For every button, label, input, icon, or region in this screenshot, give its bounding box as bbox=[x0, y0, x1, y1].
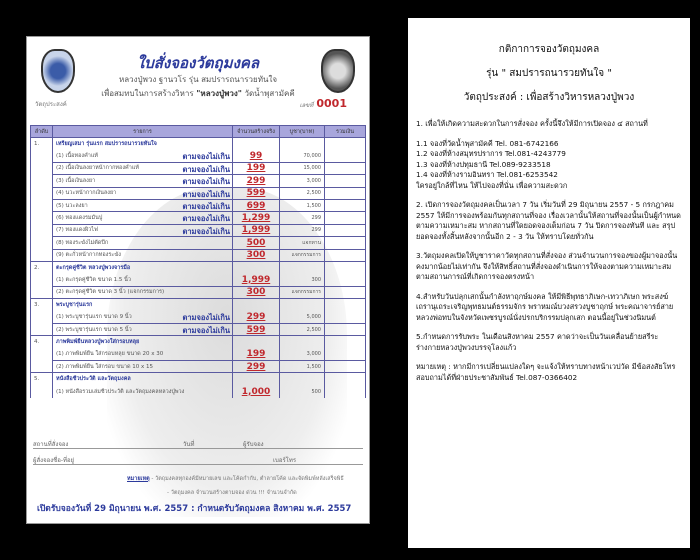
item-cell bbox=[53, 249, 233, 261]
group-row bbox=[31, 336, 366, 348]
item-qty: 500 bbox=[233, 237, 280, 249]
cell bbox=[31, 323, 53, 335]
cell bbox=[31, 150, 53, 162]
item-price: 1,500 bbox=[280, 361, 325, 373]
rules-remark: หมายเหตุ : หากมีการเปลี่ยนแปลงใดๆ จะแจ้งให้ทราบทางหน้าเวปวัด มีข้อสงสัยโทรสอบถามได้ที่ฝ่ายประชาสัมพันธ์ Tel.087-0366402 bbox=[416, 362, 676, 382]
group-row bbox=[31, 299, 366, 311]
item-price: 70,000 bbox=[280, 150, 325, 162]
location-item: 1.3 จองที่ห้างปทุมธานี Tel.089-9233518 bbox=[416, 159, 551, 169]
group-row bbox=[31, 138, 366, 150]
table-row bbox=[31, 224, 366, 236]
table-row bbox=[31, 249, 366, 261]
item-price: แจกทาน bbox=[280, 237, 325, 249]
form-note-2: - วัตถุมงคล จำนวนสร้างตามจอง ด่วน !!! จำนวนจำกัด bbox=[167, 490, 297, 496]
item-price: 2,500 bbox=[280, 187, 325, 199]
cell bbox=[31, 175, 53, 187]
table-row bbox=[31, 361, 366, 373]
item-name: (4) นวะหน้ากากเงินลงยา bbox=[56, 190, 117, 197]
table-row bbox=[31, 175, 366, 187]
item-total[interactable] bbox=[325, 361, 366, 373]
locations bbox=[416, 139, 682, 192]
item-total[interactable] bbox=[325, 311, 366, 323]
cell bbox=[31, 274, 53, 286]
item-cell bbox=[53, 311, 233, 323]
table-row bbox=[31, 187, 366, 199]
item-cell bbox=[53, 212, 233, 224]
item-cell bbox=[53, 348, 233, 360]
cell bbox=[280, 261, 325, 273]
item-qty: 699 bbox=[233, 199, 280, 211]
cell bbox=[31, 162, 53, 174]
item-name: (7) ทองแดงผิวไฟ bbox=[56, 227, 98, 234]
field-label: ผู้สั่งจองชื่อ-ที่อยู่ bbox=[33, 457, 75, 464]
item-qty: 1,999 bbox=[233, 224, 280, 236]
item-qty: 299 bbox=[233, 361, 280, 373]
item-price: 3,000 bbox=[280, 348, 325, 360]
field-label: วันที่ bbox=[183, 441, 195, 448]
item-price: 15,000 bbox=[280, 162, 325, 174]
cell bbox=[280, 299, 325, 311]
item-total[interactable] bbox=[325, 187, 366, 199]
near-text: ใครอยู่ใกล้ที่ไหน ให้ไปจองที่นั่น เพื่อความสะดวก bbox=[416, 180, 568, 190]
item-total[interactable] bbox=[325, 212, 366, 224]
subtitle-post: วัดน้ำพุสามัคคี bbox=[244, 89, 295, 98]
row-number: 3. bbox=[31, 299, 53, 311]
limit-label: ตามจองไม่เกิน bbox=[182, 164, 230, 174]
form-subtitle: หลวงปู่พวง ฐานวโร รุ่น สมปรารถนารวยทันใจ bbox=[118, 75, 278, 84]
item-name: (2) ภาพพิมพ์ยืน ใส่กรอบ ขนาด 10 x 15 bbox=[56, 363, 154, 370]
rule-5: 5.กำหนดการรับพระ ในเดือนสิงหาคม 2557 คาดว่าจะเป็นวันเคลื่อนย้ายสรีระร่างกายหลวงปู่พวงบรรจุโลงแก้ว bbox=[416, 332, 659, 352]
item-price: แจกกรรมการ bbox=[280, 286, 325, 298]
row-number: 1. bbox=[31, 138, 53, 150]
rule-2: 2. เปิดการจองวัตถุมงคลเป็นเวลา 7 วัน เริ่มวันที่ 29 มิถุนายน 2557 - 5 กรกฎาคม 2557 ให้มีการจองพร้อมกันทุกสถานที่จอง เรื่องเวลานั้นให้สถานที่จองนั้นเป็นผู้กำหนดตามความเหมาะสม หากสถานที่ใดยอดจองเต็มก่อน 7 วัน ปิดการจองทันที และ สรุปยอดจองทั้งสิ้นหลังจากนั้นอีก 2 - 3 วัน ให้ทราบโดยทั่วกัน bbox=[416, 200, 681, 241]
cell bbox=[31, 212, 53, 224]
item-cell bbox=[53, 286, 233, 298]
item-cell bbox=[53, 323, 233, 335]
cell bbox=[325, 299, 366, 311]
field-label: สถานที่สั่งจอง bbox=[33, 441, 69, 448]
cell bbox=[233, 138, 280, 150]
customer-name-field[interactable] bbox=[33, 455, 363, 465]
item-name: (8) ทองระฆังไม่ตัดปีก bbox=[56, 239, 109, 246]
location-item: 1.4 จองที่ห้างรามอินทรา Tel.081-6253542 bbox=[416, 170, 558, 179]
limit-label: ตามจองไม่เกิน bbox=[182, 214, 230, 224]
cell bbox=[31, 249, 53, 261]
table-row bbox=[31, 274, 366, 286]
cell bbox=[280, 138, 325, 150]
rule-3: 3.วัตถุมงคลเปิดให้บูชาราคาวัดทุกสถานที่สั่งจอง ส่วนจำนวนการจองของผู้มาจองนั้นคงมากน้อยไม่เท่ากัน จึงให้สิทธิ์สถานที่สั่งจองดำเนินการให้จองตามความเหมาะสม ตามสถานการณ์ที่เกิดการจองตรงหน้า bbox=[416, 251, 678, 281]
item-cell bbox=[53, 175, 233, 187]
group-row bbox=[31, 373, 366, 385]
location-item: 1.1 จองที่วัดน้ำพุสามัคคี Tel. 081-6742166 bbox=[416, 138, 559, 148]
item-total[interactable] bbox=[325, 286, 366, 298]
item-total[interactable] bbox=[325, 385, 366, 397]
row-number: 4. bbox=[31, 336, 53, 348]
item-name: (6) ทองแดงรมมันปู bbox=[56, 215, 103, 222]
cell bbox=[280, 373, 325, 385]
item-cell bbox=[53, 224, 233, 236]
item-qty: 599 bbox=[233, 187, 280, 199]
location-item: 1.2 จองที่ห้างสมุทรปราการ Tel.081-4243779 bbox=[416, 149, 566, 158]
cell bbox=[233, 373, 280, 385]
booking-place-field[interactable] bbox=[33, 439, 363, 449]
cell bbox=[233, 336, 280, 348]
cell bbox=[31, 199, 53, 211]
limit-label: ตามจองไม่เกิน bbox=[182, 177, 230, 187]
item-total[interactable] bbox=[325, 224, 366, 236]
field-label: ผู้รับจอง bbox=[243, 441, 264, 448]
serial-value: 0001 bbox=[316, 97, 347, 110]
item-total[interactable] bbox=[325, 162, 366, 174]
item-qty: 300 bbox=[233, 286, 280, 298]
item-qty: 199 bbox=[233, 162, 280, 174]
cell bbox=[31, 237, 53, 249]
item-name: (2) เนื้อเงินลงยาหน้ากากทองคำแท้ bbox=[56, 165, 139, 172]
item-total[interactable] bbox=[325, 237, 366, 249]
group-row bbox=[31, 261, 366, 273]
cell bbox=[31, 361, 53, 373]
group-title bbox=[53, 138, 233, 150]
rules-title: กติกาการจองวัตถุมงคล bbox=[498, 44, 600, 55]
subtitle-bold: "หลวงปู่พวง" bbox=[196, 89, 242, 98]
table-row bbox=[31, 348, 366, 360]
cell bbox=[31, 348, 53, 360]
group-title-text: พระบูชารุ่นแรก bbox=[56, 302, 93, 309]
item-price: 1,500 bbox=[280, 199, 325, 211]
cell bbox=[325, 261, 366, 273]
cell bbox=[31, 187, 53, 199]
item-cell bbox=[53, 237, 233, 249]
item-total[interactable] bbox=[325, 150, 366, 162]
form-note bbox=[127, 475, 344, 483]
group-title-text: เหรียญเสมา รุ่นแรก สมปรารถนารวยทันใจ bbox=[56, 140, 157, 147]
col-header: บูชา(บาท) bbox=[280, 126, 325, 138]
group-title bbox=[53, 261, 233, 273]
col-header: ลำดับ bbox=[31, 126, 53, 138]
rule-1: 1. เพื่อให้เกิดความสะดวกในการสั่งจอง ครั้งนี้จึงให้มีการเปิดจอง ๔ สถานที่ bbox=[416, 119, 648, 128]
table-row bbox=[31, 212, 366, 224]
item-name: (1) ภาพพิมพ์ยืน ใส่กรอบหลุย ขนาด 20 x 30 bbox=[56, 351, 164, 358]
item-price: 2,500 bbox=[280, 323, 325, 335]
table-row bbox=[31, 199, 366, 211]
item-price: 500 bbox=[280, 385, 325, 397]
limit-label: ตามจองไม่เกิน bbox=[182, 226, 230, 236]
item-name: (5) นวะลงยา bbox=[56, 202, 88, 209]
form-title: ใบสั่งจองวัตถุมงคล bbox=[136, 54, 260, 72]
cell bbox=[325, 138, 366, 150]
item-price: 5,000 bbox=[280, 311, 325, 323]
table-row bbox=[31, 237, 366, 249]
item-name: (2) ตะกรุดคู่ชีวิต ขนาด 3 นิ้ว (แจกกรรมการ) bbox=[56, 289, 165, 296]
item-name: (9) ตะกั่วหน้ากากทองระฆัง bbox=[56, 252, 121, 259]
limit-label: ตามจองไม่เกิน bbox=[182, 325, 230, 335]
item-name: (1) เนื้อทองคำแท้ bbox=[56, 152, 99, 159]
item-qty: 299 bbox=[233, 175, 280, 187]
item-total[interactable] bbox=[325, 274, 366, 286]
item-cell bbox=[53, 150, 233, 162]
cell bbox=[31, 224, 53, 236]
table-row bbox=[31, 385, 366, 397]
group-title-text: ตะกรุดคู่ชีวิต หลวงปู่พวงจารมือ bbox=[56, 264, 131, 271]
item-total[interactable] bbox=[325, 199, 366, 211]
group-title-text: ภาพพิมพ์ยืนหลวงปู่พวงใส่กรอบหลุย bbox=[56, 339, 140, 346]
limit-label: ตามจองไม่เกิน bbox=[182, 151, 230, 161]
item-name: (1) หนังสือรวมเล่มชีวประวัติ และวัตถุมงคลหลวงปู่พวง bbox=[56, 388, 185, 395]
cell bbox=[31, 286, 53, 298]
subtitle-pre: เพื่อสมทบในการสร้างวิหาร bbox=[101, 89, 194, 98]
rules-series: รุ่น " สมปรารถนารวยทันใจ " bbox=[486, 68, 612, 79]
item-cell bbox=[53, 385, 233, 397]
col-header: จำนวนสร้างจริง bbox=[233, 126, 280, 138]
item-qty: 299 bbox=[233, 311, 280, 323]
item-total[interactable] bbox=[325, 249, 366, 261]
item-name: (2) พระบูชารุ่นแรก ขนาด 5 นิ้ว bbox=[56, 326, 132, 333]
item-name: (1) ตะกรุดคู่ชีวิต ขนาด 1.5 นิ้ว bbox=[56, 276, 132, 283]
cell bbox=[31, 311, 53, 323]
field-label: เบอร์โทร bbox=[273, 457, 297, 464]
serial-label: เลขที่ bbox=[299, 102, 314, 109]
item-total[interactable] bbox=[325, 323, 366, 335]
purpose-label: วัตถุประสงค์ bbox=[35, 101, 67, 108]
item-qty: 99 bbox=[233, 150, 280, 162]
item-total[interactable] bbox=[325, 348, 366, 360]
item-total[interactable] bbox=[325, 175, 366, 187]
limit-label: ตามจองไม่เกิน bbox=[182, 312, 230, 322]
col-header: รวมเงิน bbox=[325, 126, 366, 138]
item-cell bbox=[53, 162, 233, 174]
note-text: - วัตถุมงคลทุกองค์มีหมายเลข และโค้ดกำกับ, ตำลายโค้ด และจัดพิมพ์หลังเสร็จพิธี bbox=[151, 476, 344, 482]
group-title bbox=[53, 299, 233, 311]
group-title bbox=[53, 336, 233, 348]
col-header: รายการ bbox=[53, 126, 233, 138]
table-row bbox=[31, 162, 366, 174]
rules-panel bbox=[408, 18, 690, 548]
item-qty: 1,999 bbox=[233, 274, 280, 286]
item-qty: 199 bbox=[233, 348, 280, 360]
table-row bbox=[31, 286, 366, 298]
rules-objective: วัตถุประสงค์ : เพื่อสร้างวิหารหลวงปู่พวง bbox=[463, 92, 635, 103]
limit-label: ตามจองไม่เกิน bbox=[182, 201, 230, 211]
item-qty: 599 bbox=[233, 323, 280, 335]
item-price: 300 bbox=[280, 274, 325, 286]
item-cell bbox=[53, 361, 233, 373]
item-qty: 300 bbox=[233, 249, 280, 261]
item-cell bbox=[53, 274, 233, 286]
cell bbox=[233, 261, 280, 273]
row-number: 5. bbox=[31, 373, 53, 385]
order-form bbox=[26, 36, 370, 524]
open-date-text: เปิดรับจองวันที่ 29 มิถุนายน พ.ศ. 2557 : กำหนดรับวัตถุมงคล สิงหาคม พ.ศ. 2557 bbox=[37, 504, 352, 514]
limit-label: ตามจองไม่เกิน bbox=[182, 189, 230, 199]
cell bbox=[325, 336, 366, 348]
cell bbox=[325, 373, 366, 385]
item-qty: 1,299 bbox=[233, 212, 280, 224]
table-row bbox=[31, 311, 366, 323]
table-row bbox=[31, 150, 366, 162]
group-title bbox=[53, 373, 233, 385]
item-price: 3,000 bbox=[280, 175, 325, 187]
row-number: 2. bbox=[31, 261, 53, 273]
group-title-text: หนังสือชีวประวัติ และวัตถุมงคล bbox=[56, 376, 131, 383]
rule-4: 4.สำหรับวันปลุกเสกนั้นกำลังหาฤกษ์มงคล ให้มีพิธีพุทธาภิเษก-เทวาภิเษก พระสงฆ์เถรานุเถระเจริญพุทธมนต์ธรรมจักร พราหมณ์บวงสรวงบูชาฤกษ์ พระคณาจารย์สายหลวงพ่อทบในจังหวัดเพชรบูรณ์นั่งปรกบริกรรมปลุกเสก ตอนนี้อยู่ในช่วงนิมนต์ bbox=[416, 291, 674, 322]
item-qty: 1,000 bbox=[233, 385, 280, 397]
cell bbox=[31, 385, 53, 397]
item-name: (1) พระบูชารุ่นแรก ขนาด 9 นิ้ว bbox=[56, 313, 132, 320]
item-price: 299 bbox=[280, 212, 325, 224]
item-price: 299 bbox=[280, 224, 325, 236]
note-label: หมายเหตุ bbox=[127, 476, 150, 482]
item-name: (3) เนื้อเงินลงยา bbox=[56, 177, 96, 184]
item-cell bbox=[53, 187, 233, 199]
serial-number bbox=[300, 97, 347, 110]
cell bbox=[280, 336, 325, 348]
cell bbox=[233, 299, 280, 311]
item-cell bbox=[53, 199, 233, 211]
item-price: แจกกรรมการ bbox=[280, 249, 325, 261]
table-row bbox=[31, 323, 366, 335]
order-table bbox=[30, 125, 366, 398]
